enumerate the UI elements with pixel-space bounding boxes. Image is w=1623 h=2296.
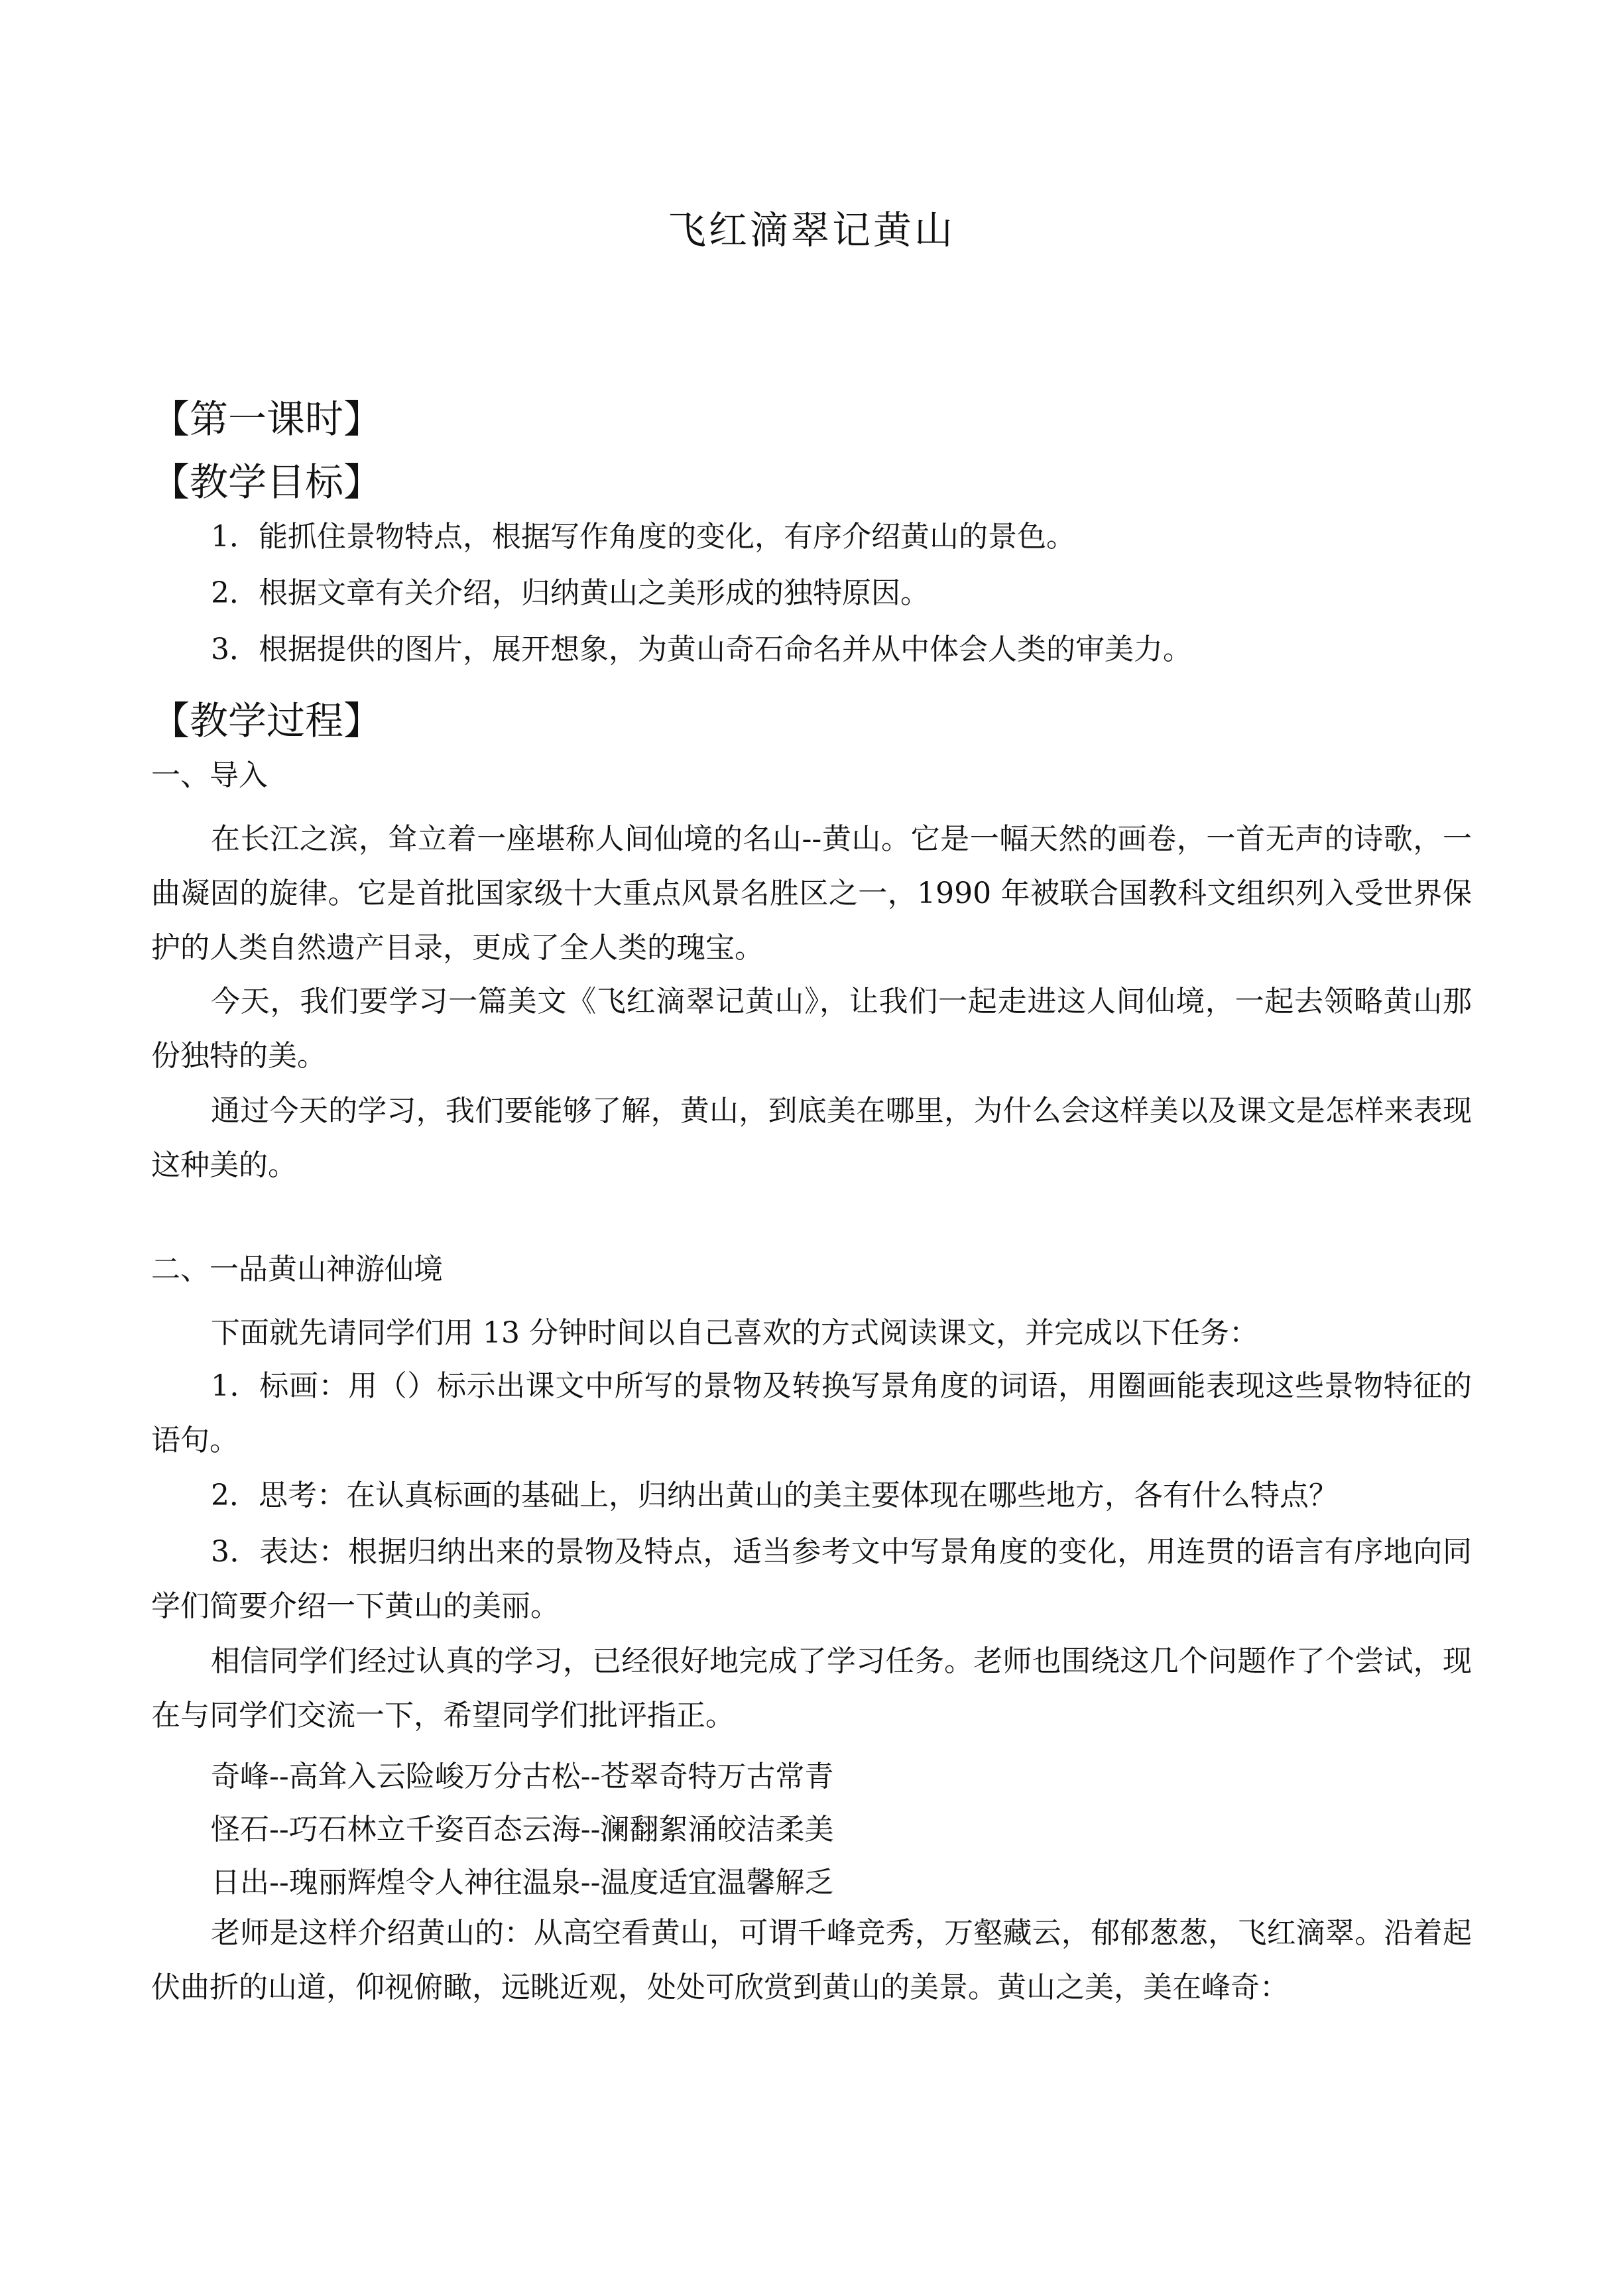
- feature-line-2: 怪石--巧石林立千姿百态云海--澜翻絮涌皎洁柔美: [211, 1813, 834, 1846]
- section1-paragraph-3: 通过今天的学习，我们要能够了解，黄山，到底美在哪里，为什么会这样美以及课文是怎样来表现这种美的。: [151, 1094, 1472, 1182]
- task-item-2: 2．思考：在认真标画的基础上，归纳出黄山的美主要体现在哪些地方，各有什么特点？: [211, 1479, 1338, 1512]
- section2-intro: 下面就先请同学们用 13 分钟时间以自己喜欢的方式阅读课文，并完成以下任务：: [211, 1316, 1258, 1350]
- goal-item-2: 2．根据文章有关介绍，归纳黄山之美形成的独特原因。: [211, 576, 930, 610]
- section2-title: 二、一品黄山神游仙境: [151, 1252, 443, 1286]
- goal-item-1: 1．能抓住景物特点，根据写作角度的变化，有序介绍黄山的景色。: [211, 520, 1075, 554]
- heading-goals: 【教学目标】: [151, 459, 383, 505]
- task-item-3: 3．表达：根据归纳出来的景物及特点，适当参考文中写景角度的变化，用连贯的语言有序地向同学们简要介绍一下黄山的美丽。: [151, 1535, 1472, 1623]
- task-item-1: 1．标画：用（）标示出课文中所写的景物及转换写景角度的词语，用圈画能表现这些景物特征的语句。: [151, 1369, 1472, 1457]
- heading-process: 【教学过程】: [151, 698, 383, 743]
- teacher-note: 相信同学们经过认真的学习，已经很好地完成了学习任务。老师也围绕这几个问题作了个尝试，现在与同学们交流一下，希望同学们批评指正。: [151, 1644, 1472, 1732]
- section1-paragraph-2: 今天，我们要学习一篇美文《飞红滴翠记黄山》，让我们一起走进这人间仙境，一起去领略黄山那份独特的美。: [151, 985, 1472, 1073]
- document-title: 飞红滴翠记黄山: [667, 208, 955, 253]
- feature-line-1: 奇峰--高耸入云险峻万分古松--苍翠奇特万古常青: [211, 1760, 834, 1793]
- feature-line-3: 日出--瑰丽辉煌令人神往温泉--温度适宜温馨解乏: [211, 1866, 834, 1900]
- heading-lesson: 【第一课时】: [151, 396, 383, 442]
- goal-item-3: 3．根据提供的图片，展开想象，为黄山奇石命名并从中体会人类的审美力。: [211, 633, 1192, 666]
- section1-title: 一、导入: [151, 758, 268, 792]
- teacher-intro: 老师是这样介绍黄山的：从高空看黄山，可谓千峰竞秀，万壑藏云，郁郁葱葱，飞红滴翠。沿着起伏曲折的山道，仰视俯瞰，远眺近观，处处可欣赏到黄山的美景。黄山之美，美在峰奇：: [151, 1916, 1472, 2004]
- section1-paragraph-1: 在长江之滨，耸立着一座堪称人间仙境的名山--黄山。它是一幅天然的画卷，一首无声的诗歌，一曲凝固的旋律。它是首批国家级十大重点风景名胜区之一，1990 年被联合国教科文组织列入受世界保护的人类自然遗产目录，更成了全人类的瑰宝。: [151, 822, 1472, 965]
